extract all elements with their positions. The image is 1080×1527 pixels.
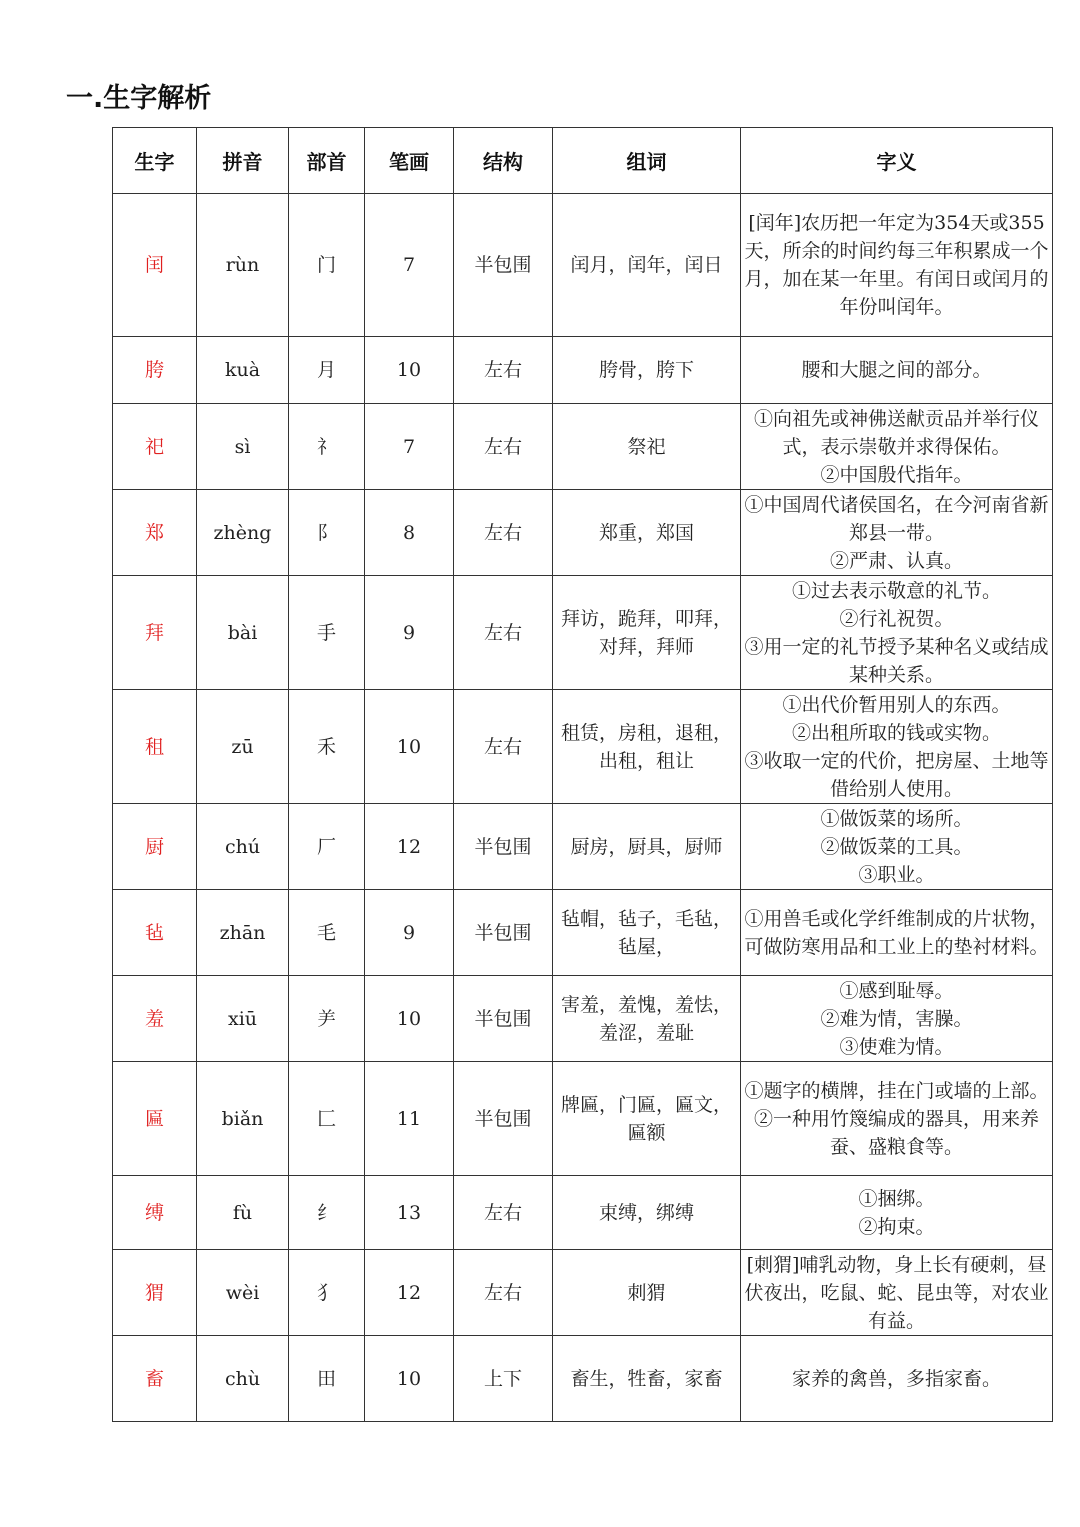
word-line: 畜生，牲畜，家畜 — [570, 1367, 723, 1390]
table-row — [113, 337, 1053, 404]
pinyin-cell: bài — [197, 576, 289, 690]
strokes-cell: 10 — [365, 1336, 454, 1422]
radical-cell: 门 — [289, 194, 365, 337]
section-title: 一.生字解析 — [66, 83, 212, 114]
words-cell — [553, 1336, 741, 1422]
pinyin-cell: biǎn — [197, 1062, 289, 1176]
header-char: 生字 — [113, 128, 197, 194]
pinyin-cell: fù — [197, 1176, 289, 1250]
char-cell: 缚 — [113, 1176, 197, 1250]
radical-cell: 阝 — [289, 490, 365, 576]
structure-cell: 半包围 — [454, 976, 553, 1062]
structure-cell: 左右 — [454, 576, 553, 690]
meaning-cell — [741, 804, 1053, 890]
meaning-line: ③使难为情。 — [839, 1035, 954, 1058]
char-cell: 拜 — [113, 576, 197, 690]
pinyin-cell: rùn — [197, 194, 289, 337]
word-line: 牌匾，门匾，匾文， — [560, 1093, 732, 1116]
meaning-cell — [741, 404, 1053, 490]
meaning-line: ①向祖先或神佛送献贡品并举行仪式，表示崇敬并求得保佑。 — [753, 407, 1039, 458]
structure-cell: 左右 — [454, 1250, 553, 1336]
char-cell: 匾 — [113, 1062, 197, 1176]
char-cell: 厨 — [113, 804, 197, 890]
meaning-line: ①捆绑。 — [858, 1187, 935, 1210]
char-cell: 胯 — [113, 337, 197, 404]
table-row — [113, 1062, 1053, 1176]
table-row — [113, 1176, 1053, 1250]
header-structure: 结构 — [454, 128, 553, 194]
strokes-cell: 12 — [365, 804, 454, 890]
meaning-line: ①用兽毛或化学纤维制成的片状物，可做防寒用品和工业上的垫衬材料。 — [744, 907, 1049, 958]
words-cell — [553, 337, 741, 404]
words-cell — [553, 194, 741, 337]
words-cell — [553, 804, 741, 890]
meaning-line: ②严肃、认真。 — [829, 549, 963, 572]
meaning-line: ①做饭菜的场所。 — [820, 807, 973, 830]
meaning-cell — [741, 976, 1053, 1062]
header-words: 组词 — [553, 128, 741, 194]
words-cell — [553, 690, 741, 804]
strokes-cell: 8 — [365, 490, 454, 576]
meaning-line: 腰和大腿之间的部分。 — [801, 359, 992, 381]
meaning-line: ①题字的横牌，挂在门或墙的上部。 — [744, 1079, 1049, 1102]
char-cell: 畜 — [113, 1336, 197, 1422]
words-cell — [553, 1250, 741, 1336]
table-row — [113, 976, 1053, 1062]
char-cell: 祀 — [113, 404, 197, 490]
table-row — [113, 804, 1053, 890]
strokes-cell: 10 — [365, 976, 454, 1062]
meaning-line: ②拘束。 — [858, 1215, 935, 1238]
word-line: 束缚，绑缚 — [598, 1201, 694, 1224]
char-cell: 毡 — [113, 890, 197, 976]
word-line: 郑重，郑国 — [598, 521, 694, 544]
meaning-line: [刺猬]哺乳动物，身上长有硬刺，昼伏夜出，吃鼠、蛇、昆虫等，对农业有益。 — [744, 1253, 1049, 1332]
pinyin-cell: kuà — [197, 337, 289, 404]
char-cell: 猬 — [113, 1250, 197, 1336]
structure-cell: 左右 — [454, 337, 553, 404]
radical-cell: 禾 — [289, 690, 365, 804]
strokes-cell: 12 — [365, 1250, 454, 1336]
char-cell: 羞 — [113, 976, 197, 1062]
meaning-line: ①感到耻辱。 — [839, 979, 954, 1002]
structure-cell: 左右 — [454, 690, 553, 804]
meaning-line: ②行礼祝贺。 — [839, 607, 954, 630]
structure-cell: 左右 — [454, 404, 553, 490]
word-line: 祭祀 — [627, 435, 666, 458]
radical-cell: 匚 — [289, 1062, 365, 1176]
table-row — [113, 194, 1053, 337]
structure-cell: 半包围 — [454, 890, 553, 976]
strokes-cell: 7 — [365, 404, 454, 490]
char-cell: 郑 — [113, 490, 197, 576]
radical-cell: 纟 — [289, 1176, 365, 1250]
structure-cell: 上下 — [454, 1336, 553, 1422]
meaning-line: ①出代价暂用别人的东西。 — [782, 693, 1011, 716]
meaning-cell — [741, 337, 1053, 404]
meaning-cell — [741, 576, 1053, 690]
meaning-cell — [741, 490, 1053, 576]
radical-cell: 毛 — [289, 890, 365, 976]
words-cell — [553, 1062, 741, 1176]
table-row — [113, 1336, 1053, 1422]
radical-cell: 犭 — [289, 1250, 365, 1336]
pinyin-cell: chú — [197, 804, 289, 890]
header-radical: 部首 — [289, 128, 365, 194]
words-cell — [553, 490, 741, 576]
structure-cell: 左右 — [454, 1176, 553, 1250]
meaning-cell — [741, 690, 1053, 804]
radical-cell: ⺶ — [289, 976, 365, 1062]
char-cell: 租 — [113, 690, 197, 804]
table-row — [113, 890, 1053, 976]
meaning-line: ③职业。 — [858, 863, 935, 886]
word-line: 毡屋， — [617, 935, 675, 958]
meaning-cell — [741, 890, 1053, 976]
meaning-line: ②做饭菜的工具。 — [820, 835, 973, 858]
word-line: 租赁，房租，退租， — [560, 721, 732, 744]
table-row — [113, 576, 1053, 690]
meaning-line: ①过去表示敬意的礼节。 — [791, 579, 1001, 602]
strokes-cell: 11 — [365, 1062, 454, 1176]
radical-cell: 手 — [289, 576, 365, 690]
word-line: 拜访，跪拜，叩拜， — [560, 607, 732, 630]
radical-cell: 厂 — [289, 804, 365, 890]
pinyin-cell: chù — [197, 1336, 289, 1422]
header-meaning: 字义 — [741, 128, 1053, 194]
word-line: 羞涩，羞耻 — [598, 1021, 694, 1044]
words-cell — [553, 890, 741, 976]
words-cell — [553, 404, 741, 490]
meaning-line: ③收取一定的代价，把房屋、土地等借给别人使用。 — [744, 749, 1049, 800]
strokes-cell: 10 — [365, 690, 454, 804]
strokes-cell: 9 — [365, 890, 454, 976]
word-line: 害羞，羞愧，羞怯， — [560, 993, 732, 1016]
table-row — [113, 490, 1053, 576]
pinyin-cell: xiū — [197, 976, 289, 1062]
strokes-cell: 9 — [365, 576, 454, 690]
pinyin-cell: sì — [197, 404, 289, 490]
char-cell: 闰 — [113, 194, 197, 337]
header-strokes: 笔画 — [365, 128, 454, 194]
header-pinyin: 拼音 — [197, 128, 289, 194]
structure-cell: 半包围 — [454, 1062, 553, 1176]
radical-cell: 田 — [289, 1336, 365, 1422]
meaning-cell — [741, 1176, 1053, 1250]
meaning-line: 家养的禽兽，多指家畜。 — [791, 1367, 1001, 1390]
table-row — [113, 404, 1053, 490]
word-line: 匾额 — [627, 1121, 666, 1144]
meaning-line: [闰年]农历把一年定为354天或355天，所余的时间约每三年积累成一个月，加在某一年里。有闰日或闰月的年份叫闰年。 — [744, 212, 1049, 318]
meaning-line: ②中国殷代指年。 — [820, 463, 973, 486]
word-line: 闰月，闰年，闰日 — [570, 254, 723, 276]
meaning-cell — [741, 194, 1053, 337]
strokes-cell: 13 — [365, 1176, 454, 1250]
words-cell — [553, 1176, 741, 1250]
meaning-line: ②出租所取的钱或实物。 — [791, 721, 1001, 744]
word-line: 毡帽，毡子，毛毡， — [560, 907, 732, 930]
strokes-cell: 7 — [365, 194, 454, 337]
meaning-cell — [741, 1062, 1053, 1176]
structure-cell: 左右 — [454, 490, 553, 576]
radical-cell: 月 — [289, 337, 365, 404]
pinyin-cell: zhān — [197, 890, 289, 976]
structure-cell: 半包围 — [454, 804, 553, 890]
meaning-line: ③用一定的礼节授予某种名义或结成某种关系。 — [744, 635, 1049, 686]
meaning-line: ②一种用竹篾编成的器具，用来养蚕、盛粮食等。 — [753, 1107, 1039, 1158]
pinyin-cell: zū — [197, 690, 289, 804]
meaning-line: ①中国周代诸侯国名，在今河南省新郑县一带。 — [744, 493, 1049, 544]
word-line: 胯骨，胯下 — [598, 359, 694, 381]
character-analysis-table — [112, 127, 1053, 1422]
pinyin-cell: zhèng — [197, 490, 289, 576]
word-line: 对拜，拜师 — [598, 635, 694, 658]
word-line: 出租，租让 — [598, 749, 694, 772]
radical-cell: 礻 — [289, 404, 365, 490]
word-line: 刺猬 — [627, 1281, 666, 1304]
structure-cell: 半包围 — [454, 194, 553, 337]
strokes-cell: 10 — [365, 337, 454, 404]
table-row — [113, 690, 1053, 804]
table-row — [113, 1250, 1053, 1336]
pinyin-cell: wèi — [197, 1250, 289, 1336]
meaning-line: ②难为情，害臊。 — [820, 1007, 973, 1030]
table-header-row — [113, 128, 1053, 194]
meaning-cell — [741, 1336, 1053, 1422]
word-line: 厨房，厨具，厨师 — [570, 835, 723, 858]
words-cell — [553, 976, 741, 1062]
meaning-cell — [741, 1250, 1053, 1336]
words-cell — [553, 576, 741, 690]
